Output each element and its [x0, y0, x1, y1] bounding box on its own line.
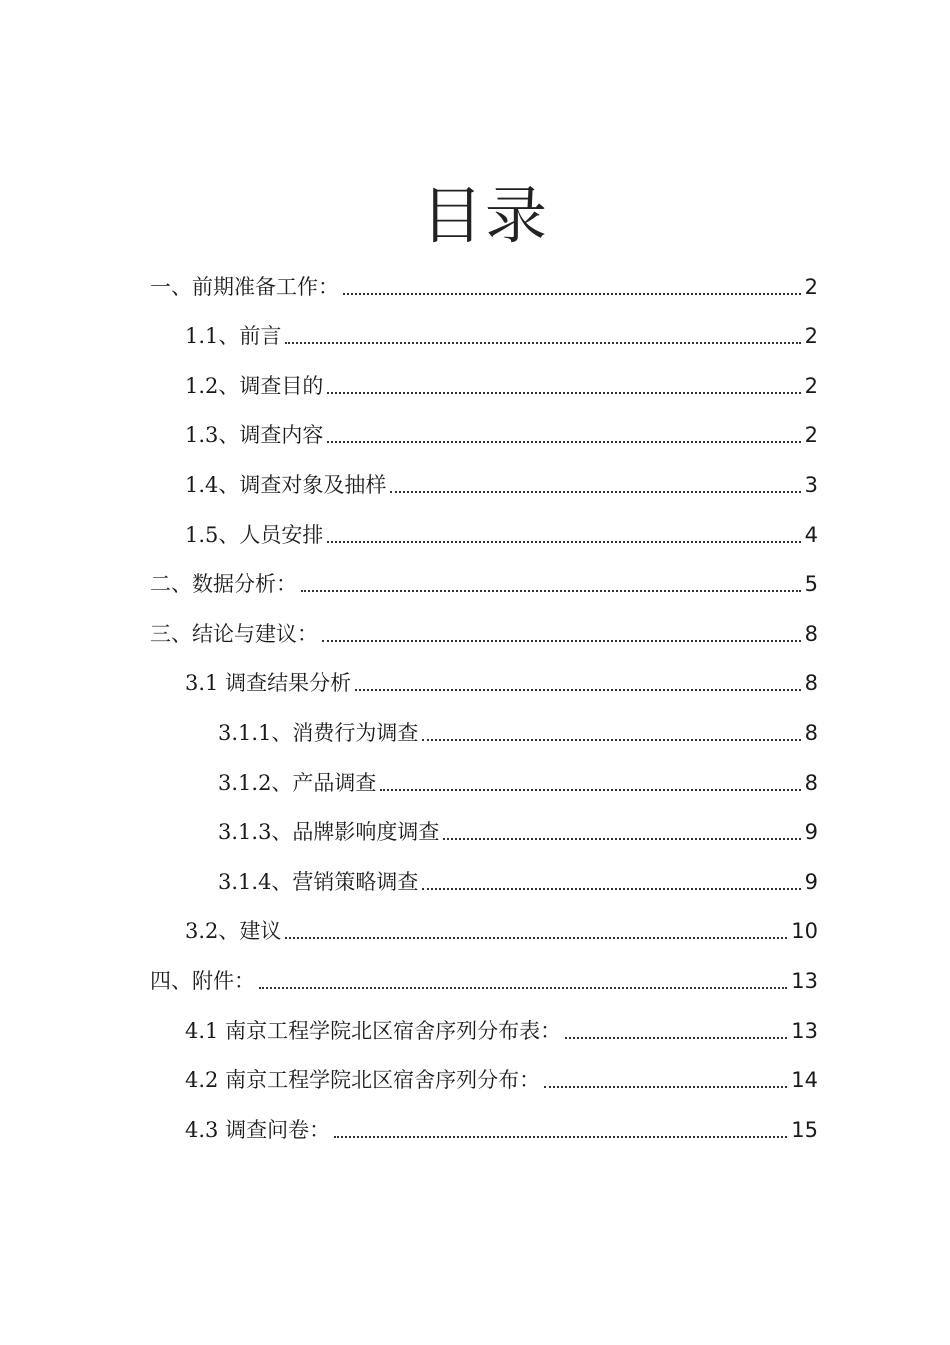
dot-leader — [327, 392, 800, 394]
toc-page-number: 8 — [804, 770, 818, 795]
toc-page-number: 8 — [804, 720, 818, 745]
toc-entry-label: 1.3、调查内容 — [185, 423, 324, 448]
toc-entry[interactable] — [185, 1101, 818, 1151]
toc-entry-label: 3.1.1、消费行为调查 — [218, 720, 419, 745]
toc-entry[interactable] — [150, 952, 818, 1002]
toc-entry-label: 3.1.2、产品调查 — [218, 770, 377, 795]
toc-page-number: 13 — [791, 968, 818, 993]
dot-leader — [322, 640, 801, 642]
toc-entry-label: 3.1.4、营销策略调查 — [218, 869, 419, 894]
toc-entry-label: 3.1 调查结果分析 — [185, 671, 352, 696]
toc-entry-label: 4.2 南京工程学院北区宿舍序列分布： — [185, 1068, 541, 1093]
toc-page-number: 4 — [804, 522, 818, 547]
toc-entry[interactable] — [185, 1002, 818, 1052]
dot-leader — [327, 441, 800, 443]
toc-entry-label: 4.1 南京工程学院北区宿舍序列分布表： — [185, 1018, 562, 1043]
toc-entry[interactable] — [185, 655, 818, 705]
toc-entry-label: 1.1、前言 — [185, 324, 282, 349]
toc-page-number: 14 — [791, 1068, 818, 1093]
toc-entry[interactable] — [185, 407, 818, 457]
dot-leader — [343, 293, 801, 295]
toc-entry-label: 二、数据分析： — [150, 572, 297, 597]
toc-page-number: 2 — [804, 274, 818, 299]
dot-leader — [355, 689, 801, 691]
toc-entry-label: 1.4、调查对象及抽样 — [185, 472, 387, 497]
toc-entry-label: 三、结论与建议： — [150, 621, 318, 646]
toc-page-number: 8 — [804, 621, 818, 646]
toc-page-number: 15 — [791, 1117, 818, 1142]
toc-entry-label: 一、前期准备工作： — [150, 274, 339, 299]
dot-leader — [422, 739, 800, 741]
dot-leader — [259, 987, 787, 989]
toc-entry[interactable] — [150, 556, 818, 606]
toc-entry[interactable] — [150, 258, 818, 308]
toc-page-number: 9 — [804, 820, 818, 845]
toc-entry-label: 4.3 调查问卷： — [185, 1117, 331, 1142]
toc-page-number: 13 — [791, 1018, 818, 1043]
toc-entry-label: 3.2、建议 — [185, 919, 282, 944]
dot-leader — [565, 1037, 787, 1039]
dot-leader — [390, 491, 800, 493]
toc-entry[interactable] — [185, 456, 818, 506]
dot-leader — [285, 342, 800, 344]
toc-entry[interactable] — [185, 357, 818, 407]
dot-leader — [544, 1086, 787, 1088]
toc-title: 目录 — [420, 179, 549, 252]
toc-entry[interactable] — [185, 903, 818, 953]
toc-page-number: 10 — [791, 919, 818, 944]
toc-page-number: 3 — [804, 472, 818, 497]
toc-page-number: 9 — [804, 869, 818, 894]
toc-entry-label: 1.2、调查目的 — [185, 373, 324, 398]
table-of-contents — [0, 258, 950, 1151]
toc-page-number: 2 — [804, 373, 818, 398]
toc-entry-label: 3.1.3、品牌影响度调查 — [218, 820, 440, 845]
toc-entry[interactable] — [185, 1052, 818, 1102]
dot-leader — [285, 937, 787, 939]
toc-page-number: 8 — [804, 671, 818, 696]
toc-entry[interactable] — [218, 804, 818, 854]
toc-page-number: 2 — [804, 324, 818, 349]
toc-page-number: 5 — [804, 572, 818, 597]
dot-leader — [334, 1136, 787, 1138]
toc-entry-label: 四、附件： — [150, 968, 255, 993]
dot-leader — [301, 590, 801, 592]
toc-entry[interactable] — [185, 506, 818, 556]
toc-page-number: 2 — [804, 423, 818, 448]
dot-leader — [443, 838, 800, 840]
toc-entry[interactable] — [218, 704, 818, 754]
toc-entry[interactable] — [218, 853, 818, 903]
dot-leader — [422, 888, 800, 890]
toc-entry[interactable] — [218, 754, 818, 804]
dot-leader — [380, 789, 800, 791]
toc-entry[interactable] — [150, 605, 818, 655]
dot-leader — [327, 541, 800, 543]
toc-entry-label: 1.5、人员安排 — [185, 522, 324, 547]
toc-entry[interactable] — [185, 308, 818, 358]
